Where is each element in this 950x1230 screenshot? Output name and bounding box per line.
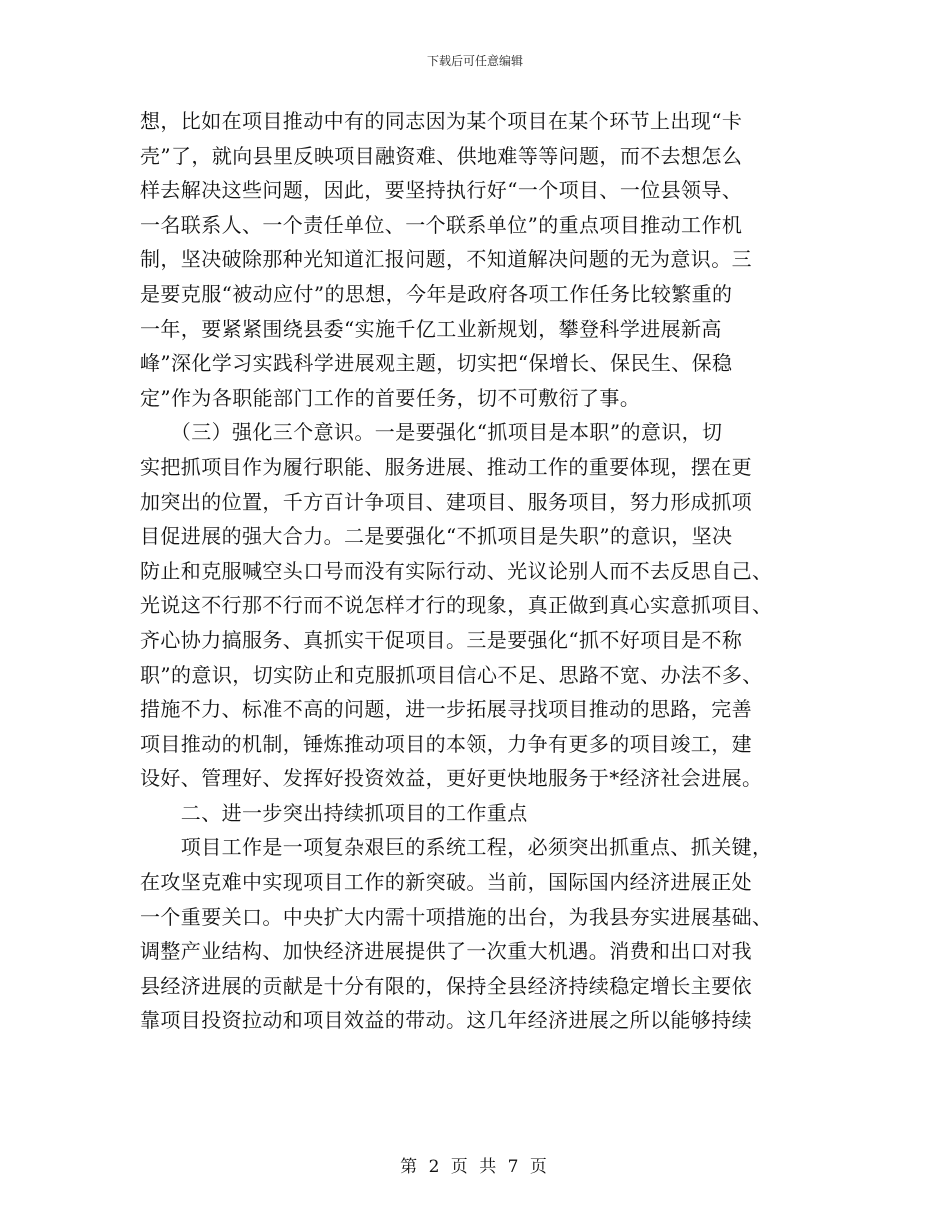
text-line: 措施不力、标准不高的问题，进一步拓展寻找项目推动的思路，完善 [140,697,752,722]
text-line: 一年，要紧紧围绕县委“实施千亿工业新规划，攀登科学进展新高 [140,316,722,341]
text-line: 项目推动的机制，锤炼推动项目的本领，力争有更多的项目竣工，建 [140,731,752,756]
text-line: 想，比如在项目推动中有的同志因为某个项目在某个环节上出现“卡 [140,109,743,133]
body-text [140,104,815,1038]
page-footer: 第 2 页 共 7 页 [400,1157,550,1177]
text-line: 一名联系人、一个责任单位、一个联系单位”的重点项目推动工作机 [140,212,743,237]
text-line: 光说这不行那不行而不说怎样才行的现象，真正做到真心实意抓项目、 [140,593,773,618]
text-line: 加突出的位置，千方百计争项目、建项目、服务项目，努力形成抓项 [140,489,752,514]
text-line: 齐心协力搞服务、真抓实干促项目。三是要强化“抓不好项目是不称 [140,627,743,652]
text-line: 一个重要关口。中央扩大内需十项措施的出台，为我县夯实进展基础、 [140,904,773,929]
text-line: （三）强化三个意识。一是要强化“抓项目是本职”的意识，切 [140,420,723,445]
text-line: 目促进展的强大合力。二是要强化“不抓项目是失职”的意识，坚决 [140,524,733,549]
text-line: 是要克服“被动应付”的思想，今年是政府各项工作任务比较繁重的 [140,281,733,306]
text-line: 防止和克服喊空头口号而没有实际行动、光议论别人而不去反思自己、 [140,558,773,583]
text-line: 实把抓项目作为履行职能、服务进展、推动工作的重要体现，摆在更 [140,454,752,479]
text-line: 项目工作是一项复杂艰巨的系统工程，必须突出抓重点、抓关键， [140,835,773,860]
text-line: 靠项目投资拉动和项目效益的带动。这几年经济进展之所以能够持续 [140,1008,752,1033]
text-line: 调整产业结构、加快经济进展提供了一次重大机遇。消费和出口对我 [140,939,752,964]
text-line: 制，坚决破除那种光知道汇报问题，不知道解决问题的无为意识。三 [140,247,752,272]
text-line: 壳”了，就向县里反映项目融资难、供地难等等问题，而不去想怎么 [140,143,743,168]
text-line: 样去解决这些问题，因此，要坚持执行好“一个项目、一位县领导、 [140,178,743,203]
text-line: 定”作为各职能部门工作的首要任务，切不可敷衍了事。 [140,385,641,410]
text-line: 职”的意识，切实防止和克服抓项目信心不足、思路不宽、办法不多、 [140,662,763,687]
page-header: 下载后可任意编辑 [426,54,523,68]
text-line: 峰”深化学习实践科学进展观主题，切实把“保增长、保民生、保稳 [140,351,733,376]
text-line: 设好、管理好、发挥好投资效益，更好更快地服务于*经济社会进展。 [140,766,763,791]
text-line: 县经济进展的贡献是十分有限的，保持全县经济持续稳定增长主要依 [140,973,752,998]
section-heading: 二、进一步突出持续抓项目的工作重点 [140,800,528,825]
text-line: 在攻坚克难中实现项目工作的新突破。当前，国际国内经济进展正处 [140,870,752,895]
